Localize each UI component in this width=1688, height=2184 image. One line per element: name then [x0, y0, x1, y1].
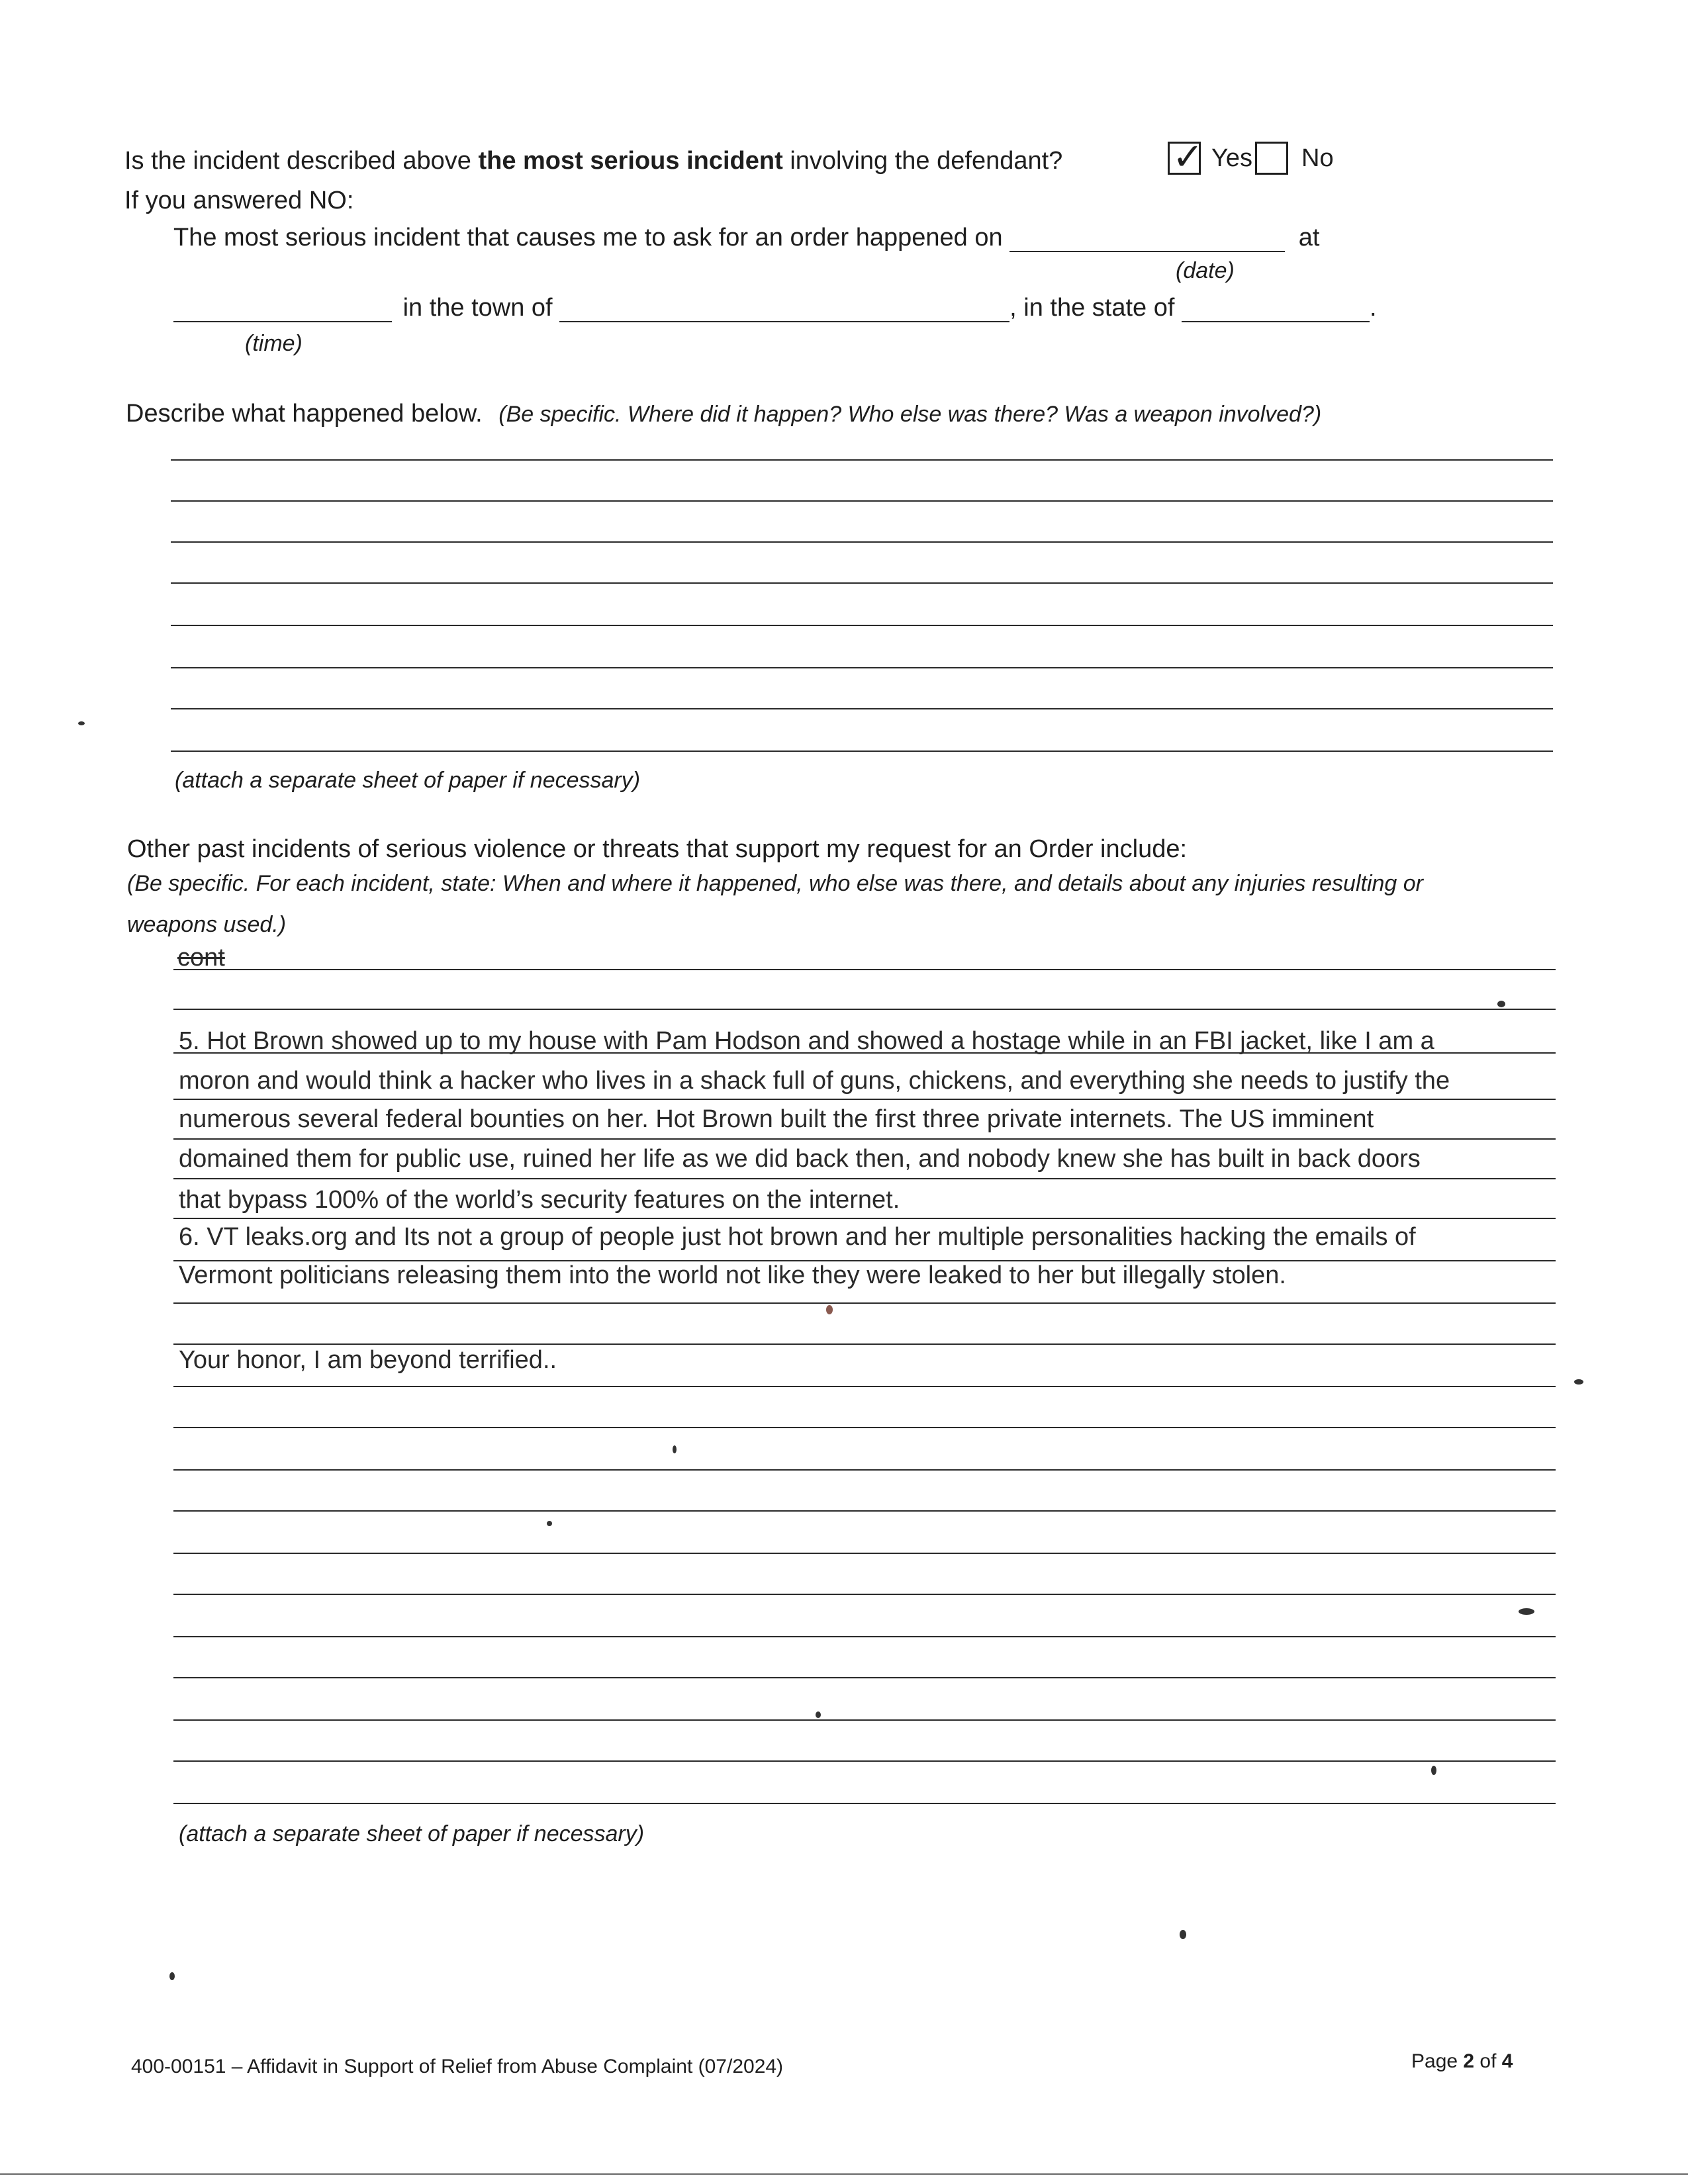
time-field[interactable] — [173, 296, 392, 322]
incident-line[interactable] — [173, 1510, 1556, 1512]
incident-line[interactable] — [173, 1009, 1556, 1010]
no-checkbox[interactable] — [1255, 142, 1288, 175]
incident-entry: domained them for public use, ruined her life as we did back then, and nobody knew she has built in back doors — [179, 1145, 1421, 1173]
incident-line[interactable] — [173, 1302, 1556, 1304]
incident-line[interactable] — [173, 1719, 1556, 1721]
describe-line[interactable] — [171, 500, 1553, 502]
speck — [826, 1305, 833, 1314]
speck — [673, 1445, 677, 1453]
incident-entry: Your honor, I am beyond terrified.. — [179, 1346, 557, 1374]
other-incidents-label: Other past incidents of serious violence or threats that support my request for an Order include: — [127, 835, 1188, 863]
form-id-footer: 400-00151 – Affidavit in Support of Relief from Abuse Complaint (07/2024) — [131, 2056, 784, 2077]
check-mark-icon: ✓ — [1172, 136, 1203, 177]
speck — [1574, 1379, 1583, 1385]
other-incidents-hint-1: (Be specific. For each incident, state: When and where it happened, who else was there, and details about any injuries resulting or — [127, 871, 1424, 896]
if-no-heading: If you answered NO: — [124, 187, 354, 214]
incident-line[interactable] — [173, 1594, 1556, 1595]
most-serious-question — [124, 147, 1062, 175]
incident-line[interactable] — [173, 969, 1556, 970]
incident-entry: 6. VT leaks.org and Its not a group of people just hot brown and her multiple personalities hacking the emails of — [179, 1223, 1416, 1251]
incidents-attach-note: (attach a separate sheet of paper if necessary) — [179, 1821, 645, 1846]
if-no-line1 — [173, 224, 1319, 252]
incident-entry: Vermont politicians releasing them into the world not like they were leaked to her but illegally stolen. — [179, 1261, 1286, 1289]
time-caption: (time) — [245, 331, 303, 356]
page-current: 2 — [1463, 2050, 1475, 2072]
yes-checkbox[interactable] — [1168, 136, 1203, 177]
at-label: at — [1298, 224, 1320, 251]
incident-line[interactable] — [173, 1553, 1556, 1554]
describe-line[interactable] — [171, 708, 1553, 709]
describe-label: Describe what happened below. — [126, 400, 483, 428]
town-field[interactable] — [559, 296, 1009, 322]
describe-line[interactable] — [171, 541, 1553, 543]
state-field[interactable] — [1182, 296, 1370, 322]
describe-attach-note: (attach a separate sheet of paper if necessary) — [175, 768, 641, 793]
incident-line[interactable] — [173, 1178, 1556, 1179]
incident-entry: 5. Hot Brown showed up to my house with Pam Hodson and showed a hostage while in an FBI jacket, like I am a — [179, 1027, 1434, 1055]
speck — [1497, 1001, 1505, 1007]
incident-line[interactable] — [173, 1760, 1556, 1762]
question-text-bold: the most serious incident — [478, 147, 783, 175]
incident-entry: numerous several federal bounties on her. Hot Brown built the first three private internets. The US imminent — [179, 1105, 1374, 1133]
speck — [1431, 1766, 1436, 1775]
describe-line[interactable] — [171, 751, 1553, 752]
incident-line[interactable] — [173, 1218, 1556, 1219]
describe-line[interactable] — [171, 625, 1553, 626]
question-text-after: involving the defendant? — [782, 147, 1063, 175]
describe-line[interactable] — [171, 459, 1553, 461]
incident-entry: moron and would think a hacker who lives in a shack full of guns, chickens, and everything she needs to justify the — [179, 1067, 1450, 1095]
date-caption: (date) — [1176, 258, 1235, 283]
incident-entry: that bypass 100% of the world’s security features on the internet. — [179, 1186, 900, 1214]
incident-date-prompt: The most serious incident that causes me to ask for an order happened on — [173, 224, 1003, 251]
incident-line[interactable] — [173, 1343, 1556, 1345]
question-text-before: Is the incident described above — [124, 147, 479, 175]
incident-line[interactable] — [173, 1803, 1556, 1804]
incident-line[interactable] — [173, 1677, 1556, 1678]
incident-entry-cont: cont — [177, 944, 225, 972]
other-incidents-hint-2: weapons used.) — [127, 912, 287, 937]
page-bottom-edge — [0, 2173, 1688, 2175]
incident-line[interactable] — [173, 1138, 1556, 1140]
speck — [1519, 1608, 1534, 1615]
date-field[interactable] — [1009, 226, 1285, 252]
describe-hint: (Be specific. Where did it happen? Who else was there? Was a weapon involved?) — [498, 402, 1322, 427]
if-no-line2 — [173, 294, 1377, 322]
incident-line[interactable] — [173, 1469, 1556, 1471]
incident-line[interactable] — [173, 1099, 1556, 1100]
no-label: No — [1301, 144, 1334, 172]
page-of: of — [1474, 2050, 1502, 2072]
page-number — [1411, 2050, 1513, 2073]
page-total: 4 — [1501, 2050, 1513, 2072]
speck — [78, 721, 85, 725]
speck — [547, 1521, 552, 1526]
speck — [1180, 1930, 1186, 1939]
page-prefix: Page — [1411, 2050, 1464, 2072]
speck — [816, 1711, 821, 1718]
describe-line[interactable] — [171, 582, 1553, 584]
period: . — [1370, 294, 1377, 322]
yes-label: Yes — [1211, 144, 1252, 172]
describe-line[interactable] — [171, 667, 1553, 668]
describe-label-row — [126, 400, 1321, 428]
speck — [169, 1972, 175, 1980]
in-town-label: in the town of — [402, 294, 553, 322]
incident-line[interactable] — [173, 1386, 1556, 1387]
in-state-label: , in the state of — [1009, 294, 1175, 322]
incident-line[interactable] — [173, 1636, 1556, 1637]
incident-line[interactable] — [173, 1427, 1556, 1428]
